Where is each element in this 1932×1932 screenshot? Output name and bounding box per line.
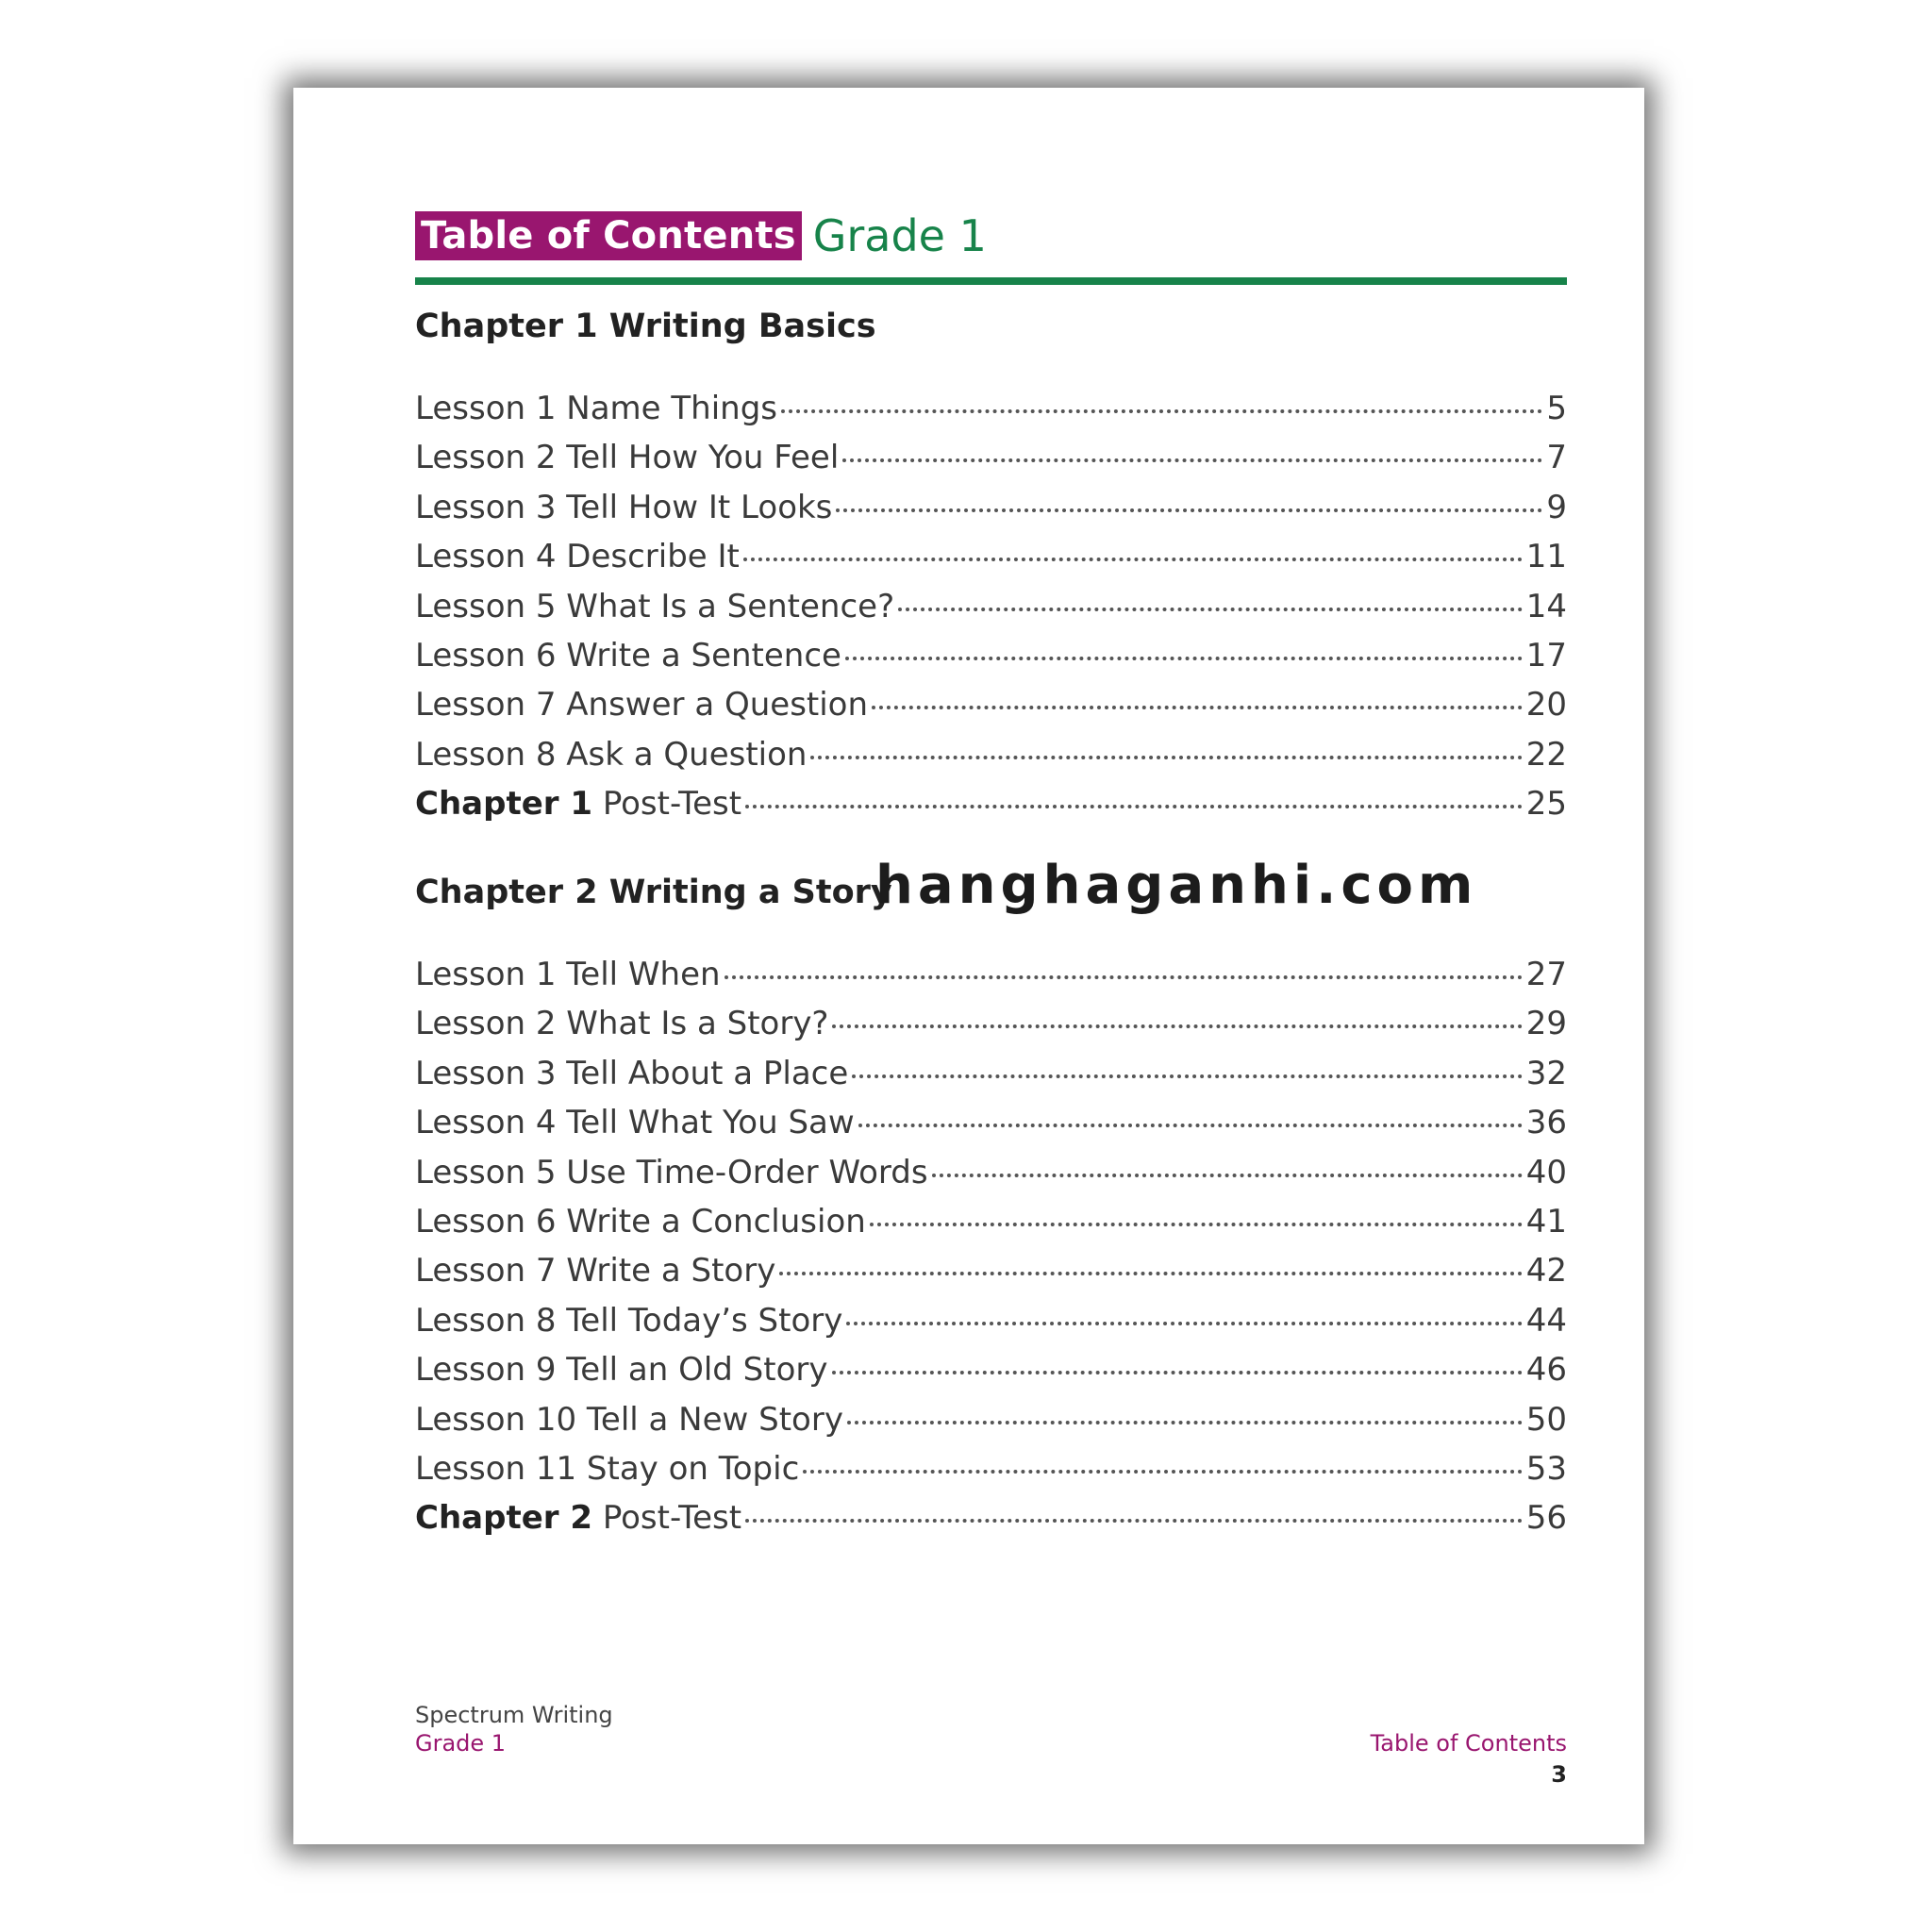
watermark-text: hanghaganhi.com [875, 855, 1478, 916]
footer-section-title: Table of Contents [1370, 1730, 1567, 1757]
posttest-chapter-label: Chapter 1 [415, 785, 593, 824]
dot-leader [846, 1284, 1522, 1325]
toc-entry[interactable] [415, 943, 1567, 992]
toc-entry-title: Lesson 6 Write a Conclusion [415, 1202, 866, 1241]
toc-entry-title: Lesson 2 Tell How You Feel [415, 439, 840, 477]
toc-entry-title: Lesson 4 Describe It [415, 538, 740, 576]
toc-entry[interactable] [415, 674, 1567, 723]
footer-grade: Grade 1 [415, 1730, 507, 1757]
toc-posttest-entry[interactable] [415, 1487, 1567, 1536]
chapter-2-toc [415, 943, 1567, 1537]
toc-entry[interactable] [415, 377, 1567, 426]
page-content [415, 88, 1567, 1844]
toc-entry-page: 20 [1525, 686, 1567, 724]
toc-entry[interactable] [415, 1339, 1567, 1388]
toc-entry[interactable] [415, 476, 1567, 525]
toc-entry-page: 25 [1525, 785, 1567, 824]
dot-leader [724, 938, 1523, 979]
footer-left [415, 1701, 613, 1757]
toc-entry[interactable] [415, 575, 1567, 625]
dot-leader [852, 1037, 1522, 1078]
toc-entry[interactable] [415, 1091, 1567, 1141]
toc-entry-page: 32 [1525, 1054, 1567, 1092]
toc-entry-title: Lesson 8 Tell Today’s Story [415, 1301, 843, 1340]
dot-leader [842, 421, 1542, 462]
toc-entry-title: Lesson 8 Ask a Question [415, 735, 808, 774]
dot-leader [832, 1333, 1523, 1374]
toc-entry[interactable] [415, 992, 1567, 1041]
toc-entry-title: Lesson 11 Stay on Topic [415, 1449, 800, 1488]
dot-leader [847, 1383, 1523, 1424]
toc-entry[interactable] [415, 625, 1567, 674]
dot-leader [779, 1234, 1522, 1275]
toc-entry-page: 17 [1525, 636, 1567, 675]
toc-entry-title: Lesson 9 Tell an Old Story [415, 1351, 828, 1390]
toc-entry-page: 56 [1525, 1499, 1567, 1538]
toc-entry-page: 11 [1525, 538, 1567, 576]
toc-entry-page: 44 [1525, 1301, 1567, 1340]
toc-posttest-entry[interactable] [415, 773, 1567, 822]
toc-entry-page: 5 [1546, 390, 1567, 427]
toc-entry-page: 22 [1525, 735, 1567, 774]
dot-leader [743, 520, 1523, 561]
toc-entry-page: 41 [1525, 1202, 1567, 1241]
toc-entry[interactable] [415, 1438, 1567, 1487]
toc-entry-title: Lesson 3 Tell How It Looks [415, 488, 833, 526]
posttest-label: Post-Test [602, 785, 742, 824]
header-rule [415, 277, 1567, 285]
toc-entry-page: 36 [1525, 1104, 1567, 1142]
toc-posttest-title [415, 1493, 741, 1542]
toc-entry-title: Lesson 5 Use Time-Order Words [415, 1153, 928, 1191]
toc-entry[interactable] [415, 1240, 1567, 1289]
dot-leader [803, 1432, 1522, 1474]
toc-posttest-title [415, 779, 741, 828]
header-grade: Grade 1 [812, 210, 987, 261]
dot-leader [872, 668, 1523, 709]
toc-entry-page: 27 [1525, 956, 1567, 993]
toc-entry-page: 7 [1546, 439, 1567, 477]
dot-leader [870, 1185, 1523, 1226]
toc-entry-page: 42 [1525, 1252, 1567, 1291]
toc-entry-title: Lesson 2 What Is a Story? [415, 1005, 829, 1043]
dot-leader [781, 372, 1542, 413]
toc-entry-page: 46 [1525, 1351, 1567, 1390]
document-page [293, 88, 1644, 1844]
toc-entry[interactable] [415, 724, 1567, 773]
toc-entry-page: 9 [1546, 488, 1567, 526]
toc-entry[interactable] [415, 525, 1567, 575]
toc-entry-title: Lesson 6 Write a Sentence [415, 636, 841, 675]
toc-entry[interactable] [415, 1042, 1567, 1091]
posttest-chapter-label: Chapter 2 [415, 1499, 593, 1538]
dot-leader [745, 767, 1523, 808]
dot-leader [745, 1481, 1523, 1523]
dot-leader [932, 1136, 1523, 1177]
toc-entry-title: Lesson 7 Answer a Question [415, 686, 869, 724]
dot-leader [832, 987, 1522, 1028]
toc-entry[interactable] [415, 1290, 1567, 1339]
toc-entry-title: Lesson 1 Name Things [415, 390, 778, 427]
dot-leader [858, 1086, 1523, 1127]
footer-right [1371, 1729, 1567, 1791]
header-label: Table of Contents [415, 211, 802, 260]
dot-leader [845, 619, 1523, 660]
footer-series-title: Spectrum Writing [415, 1702, 613, 1728]
toc-entry-title: Lesson 1 Tell When [415, 956, 721, 993]
dot-leader [898, 570, 1523, 611]
posttest-label: Post-Test [602, 1499, 742, 1538]
toc-entry-title: Lesson 4 Tell What You Saw [415, 1104, 855, 1142]
toc-entry[interactable] [415, 1141, 1567, 1191]
toc-entry-page: 40 [1525, 1153, 1567, 1191]
toc-entry-page: 53 [1525, 1449, 1567, 1488]
toc-entry-title: Lesson 3 Tell About a Place [415, 1054, 849, 1092]
chapter-1-heading: Chapter 1 Writing Basics [415, 308, 876, 345]
toc-entry[interactable] [415, 1191, 1567, 1240]
toc-entry[interactable] [415, 426, 1567, 475]
footer-page-number: 3 [1551, 1761, 1567, 1788]
dot-leader [810, 718, 1522, 759]
toc-entry-page: 50 [1525, 1400, 1567, 1439]
toc-entry-title: Lesson 10 Tell a New Story [415, 1400, 843, 1439]
chapter-1-toc [415, 377, 1567, 823]
toc-entry-page: 29 [1525, 1005, 1567, 1043]
chapter-2-heading: Chapter 2 Writing a Story [415, 874, 892, 911]
toc-entry-title: Lesson 7 Write a Story [415, 1252, 776, 1291]
dot-leader [836, 471, 1542, 512]
page-header [415, 211, 987, 260]
toc-entry[interactable] [415, 1389, 1567, 1438]
toc-entry-page: 14 [1525, 587, 1567, 625]
toc-entry-title: Lesson 5 What Is a Sentence? [415, 587, 895, 625]
